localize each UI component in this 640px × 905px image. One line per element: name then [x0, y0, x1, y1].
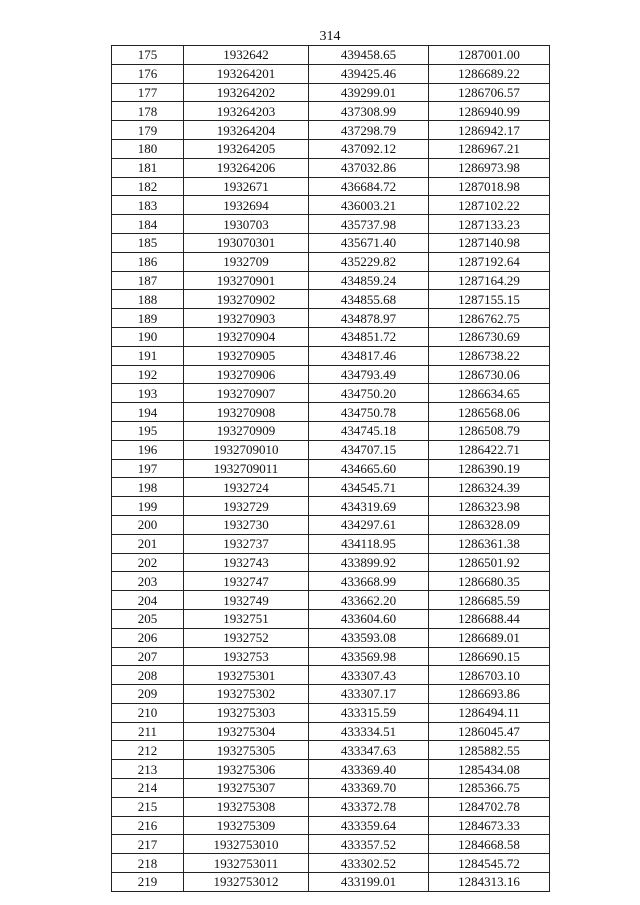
point-id-cell: 1932753012 [184, 873, 309, 892]
y-coordinate-cell: 1286501.92 [429, 553, 550, 572]
table-row [112, 835, 550, 854]
table-row [112, 553, 550, 572]
row-number-cell: 182 [112, 177, 184, 196]
table-row [112, 628, 550, 647]
y-coordinate-cell: 1286634.65 [429, 384, 550, 403]
table-row [112, 685, 550, 704]
point-id-cell: 1932747 [184, 572, 309, 591]
row-number-cell: 181 [112, 158, 184, 177]
row-number-cell: 183 [112, 196, 184, 215]
point-id-cell: 193275308 [184, 797, 309, 816]
x-coordinate-cell: 439425.46 [309, 64, 429, 83]
point-id-cell: 1932753011 [184, 854, 309, 873]
table-row [112, 666, 550, 685]
point-id-cell: 193275306 [184, 760, 309, 779]
x-coordinate-cell: 433668.99 [309, 572, 429, 591]
row-number-cell: 194 [112, 403, 184, 422]
row-number-cell: 193 [112, 384, 184, 403]
y-coordinate-cell: 1286762.75 [429, 309, 550, 328]
point-id-cell: 1932743 [184, 553, 309, 572]
x-coordinate-cell: 434750.20 [309, 384, 429, 403]
row-number-cell: 201 [112, 534, 184, 553]
x-coordinate-cell: 434750.78 [309, 403, 429, 422]
point-id-cell: 193275301 [184, 666, 309, 685]
point-id-cell: 1932729 [184, 497, 309, 516]
point-id-cell: 1932671 [184, 177, 309, 196]
point-id-cell: 193264205 [184, 139, 309, 158]
row-number-cell: 186 [112, 252, 184, 271]
table-row [112, 121, 550, 140]
table-row [112, 421, 550, 440]
x-coordinate-cell: 434855.68 [309, 290, 429, 309]
point-id-cell: 1932709011 [184, 459, 309, 478]
table-row [112, 478, 550, 497]
point-id-cell: 193270903 [184, 309, 309, 328]
table-row [112, 440, 550, 459]
row-number-cell: 199 [112, 497, 184, 516]
table-row [112, 290, 550, 309]
row-number-cell: 215 [112, 797, 184, 816]
point-id-cell: 193264203 [184, 102, 309, 121]
x-coordinate-cell: 434745.18 [309, 421, 429, 440]
x-coordinate-cell: 434878.97 [309, 309, 429, 328]
row-number-cell: 203 [112, 572, 184, 591]
table-row [112, 158, 550, 177]
point-id-cell: 193264204 [184, 121, 309, 140]
table-row [112, 572, 550, 591]
x-coordinate-cell: 434859.24 [309, 271, 429, 290]
row-number-cell: 187 [112, 271, 184, 290]
point-id-cell: 1932724 [184, 478, 309, 497]
point-id-cell: 193275309 [184, 816, 309, 835]
row-number-cell: 180 [112, 139, 184, 158]
row-number-cell: 211 [112, 722, 184, 741]
y-coordinate-cell: 1286328.09 [429, 515, 550, 534]
row-number-cell: 185 [112, 233, 184, 252]
table-row [112, 327, 550, 346]
y-coordinate-cell: 1285434.08 [429, 760, 550, 779]
row-number-cell: 197 [112, 459, 184, 478]
x-coordinate-cell: 433593.08 [309, 628, 429, 647]
x-coordinate-cell: 434665.60 [309, 459, 429, 478]
table-row [112, 703, 550, 722]
coordinates-table-body [112, 46, 550, 892]
row-number-cell: 217 [112, 835, 184, 854]
x-coordinate-cell: 435737.98 [309, 215, 429, 234]
point-id-cell: 1930703 [184, 215, 309, 234]
x-coordinate-cell: 437298.79 [309, 121, 429, 140]
point-id-cell: 193270909 [184, 421, 309, 440]
row-number-cell: 192 [112, 365, 184, 384]
table-row [112, 196, 550, 215]
x-coordinate-cell: 434817.46 [309, 346, 429, 365]
table-row [112, 534, 550, 553]
row-number-cell: 212 [112, 741, 184, 760]
table-row [112, 760, 550, 779]
x-coordinate-cell: 435229.82 [309, 252, 429, 271]
x-coordinate-cell: 436003.21 [309, 196, 429, 215]
x-coordinate-cell: 433315.59 [309, 703, 429, 722]
point-id-cell: 193070301 [184, 233, 309, 252]
y-coordinate-cell: 1286508.79 [429, 421, 550, 440]
row-number-cell: 191 [112, 346, 184, 365]
table-row [112, 346, 550, 365]
point-id-cell: 193264206 [184, 158, 309, 177]
x-coordinate-cell: 433372.78 [309, 797, 429, 816]
point-id-cell: 1932753010 [184, 835, 309, 854]
row-number-cell: 216 [112, 816, 184, 835]
row-number-cell: 196 [112, 440, 184, 459]
table-row [112, 102, 550, 121]
point-id-cell: 1932752 [184, 628, 309, 647]
table-row [112, 139, 550, 158]
x-coordinate-cell: 433369.40 [309, 760, 429, 779]
point-id-cell: 1932749 [184, 591, 309, 610]
point-id-cell: 193270906 [184, 365, 309, 384]
table-row [112, 647, 550, 666]
row-number-cell: 200 [112, 515, 184, 534]
x-coordinate-cell: 437308.99 [309, 102, 429, 121]
table-row [112, 722, 550, 741]
row-number-cell: 177 [112, 83, 184, 102]
x-coordinate-cell: 433334.51 [309, 722, 429, 741]
row-number-cell: 195 [112, 421, 184, 440]
y-coordinate-cell: 1286323.98 [429, 497, 550, 516]
page-number: 314 [319, 29, 341, 44]
table-row [112, 83, 550, 102]
y-coordinate-cell: 1287102.22 [429, 196, 550, 215]
x-coordinate-cell: 433359.64 [309, 816, 429, 835]
y-coordinate-cell: 1287001.00 [429, 46, 550, 65]
row-number-cell: 190 [112, 327, 184, 346]
table-row [112, 459, 550, 478]
y-coordinate-cell: 1286973.98 [429, 158, 550, 177]
x-coordinate-cell: 433302.52 [309, 854, 429, 873]
y-coordinate-cell: 1285882.55 [429, 741, 550, 760]
point-id-cell: 193275303 [184, 703, 309, 722]
table-row [112, 816, 550, 835]
y-coordinate-cell: 1286693.86 [429, 685, 550, 704]
coordinates-table [111, 45, 550, 892]
y-coordinate-cell: 1286422.71 [429, 440, 550, 459]
y-coordinate-cell: 1286688.44 [429, 609, 550, 628]
y-coordinate-cell: 1286942.17 [429, 121, 550, 140]
row-number-cell: 188 [112, 290, 184, 309]
x-coordinate-cell: 433357.52 [309, 835, 429, 854]
point-id-cell: 193264202 [184, 83, 309, 102]
y-coordinate-cell: 1286730.06 [429, 365, 550, 384]
row-number-cell: 207 [112, 647, 184, 666]
y-coordinate-cell: 1286685.59 [429, 591, 550, 610]
y-coordinate-cell: 1287155.15 [429, 290, 550, 309]
x-coordinate-cell: 434851.72 [309, 327, 429, 346]
row-number-cell: 189 [112, 309, 184, 328]
point-id-cell: 193275307 [184, 779, 309, 798]
x-coordinate-cell: 433662.20 [309, 591, 429, 610]
table-row [112, 309, 550, 328]
table-row [112, 215, 550, 234]
y-coordinate-cell: 1286324.39 [429, 478, 550, 497]
row-number-cell: 206 [112, 628, 184, 647]
x-coordinate-cell: 433569.98 [309, 647, 429, 666]
x-coordinate-cell: 435671.40 [309, 233, 429, 252]
table-row [112, 873, 550, 892]
table-row [112, 854, 550, 873]
x-coordinate-cell: 434319.69 [309, 497, 429, 516]
x-coordinate-cell: 434545.71 [309, 478, 429, 497]
point-id-cell: 193270902 [184, 290, 309, 309]
row-number-cell: 219 [112, 873, 184, 892]
x-coordinate-cell: 434297.61 [309, 515, 429, 534]
row-number-cell: 198 [112, 478, 184, 497]
point-id-cell: 193264201 [184, 64, 309, 83]
table-row [112, 365, 550, 384]
point-id-cell: 1932694 [184, 196, 309, 215]
point-id-cell: 193275305 [184, 741, 309, 760]
row-number-cell: 210 [112, 703, 184, 722]
y-coordinate-cell: 1285366.75 [429, 779, 550, 798]
point-id-cell: 193270908 [184, 403, 309, 422]
row-number-cell: 213 [112, 760, 184, 779]
x-coordinate-cell: 433347.63 [309, 741, 429, 760]
row-number-cell: 208 [112, 666, 184, 685]
y-coordinate-cell: 1284313.16 [429, 873, 550, 892]
y-coordinate-cell: 1286690.15 [429, 647, 550, 666]
table-row [112, 252, 550, 271]
y-coordinate-cell: 1286568.06 [429, 403, 550, 422]
row-number-cell: 209 [112, 685, 184, 704]
x-coordinate-cell: 433307.17 [309, 685, 429, 704]
table-row [112, 797, 550, 816]
point-id-cell: 193270901 [184, 271, 309, 290]
point-id-cell: 1932730 [184, 515, 309, 534]
x-coordinate-cell: 433369.70 [309, 779, 429, 798]
table-row [112, 384, 550, 403]
y-coordinate-cell: 1286390.19 [429, 459, 550, 478]
point-id-cell: 193270907 [184, 384, 309, 403]
table-row [112, 177, 550, 196]
table-row [112, 497, 550, 516]
row-number-cell: 202 [112, 553, 184, 572]
x-coordinate-cell: 433604.60 [309, 609, 429, 628]
y-coordinate-cell: 1286703.10 [429, 666, 550, 685]
point-id-cell: 1932737 [184, 534, 309, 553]
row-number-cell: 178 [112, 102, 184, 121]
row-number-cell: 214 [112, 779, 184, 798]
point-id-cell: 1932642 [184, 46, 309, 65]
table-row [112, 46, 550, 65]
y-coordinate-cell: 1286494.11 [429, 703, 550, 722]
x-coordinate-cell: 434707.15 [309, 440, 429, 459]
y-coordinate-cell: 1286689.01 [429, 628, 550, 647]
x-coordinate-cell: 434118.95 [309, 534, 429, 553]
row-number-cell: 179 [112, 121, 184, 140]
point-id-cell: 193275304 [184, 722, 309, 741]
x-coordinate-cell: 434793.49 [309, 365, 429, 384]
table-row [112, 64, 550, 83]
y-coordinate-cell: 1286689.22 [429, 64, 550, 83]
y-coordinate-cell: 1287164.29 [429, 271, 550, 290]
y-coordinate-cell: 1286680.35 [429, 572, 550, 591]
row-number-cell: 204 [112, 591, 184, 610]
x-coordinate-cell: 437092.12 [309, 139, 429, 158]
point-id-cell: 193270904 [184, 327, 309, 346]
y-coordinate-cell: 1286738.22 [429, 346, 550, 365]
point-id-cell: 1932709010 [184, 440, 309, 459]
row-number-cell: 184 [112, 215, 184, 234]
table-row [112, 609, 550, 628]
row-number-cell: 175 [112, 46, 184, 65]
y-coordinate-cell: 1286940.99 [429, 102, 550, 121]
table-row [112, 271, 550, 290]
table-row [112, 233, 550, 252]
y-coordinate-cell: 1284668.58 [429, 835, 550, 854]
y-coordinate-cell: 1286730.69 [429, 327, 550, 346]
y-coordinate-cell: 1287133.23 [429, 215, 550, 234]
table-row [112, 591, 550, 610]
point-id-cell: 193270905 [184, 346, 309, 365]
table-row [112, 515, 550, 534]
point-id-cell: 1932753 [184, 647, 309, 666]
x-coordinate-cell: 439299.01 [309, 83, 429, 102]
point-id-cell: 1932709 [184, 252, 309, 271]
y-coordinate-cell: 1287140.98 [429, 233, 550, 252]
row-number-cell: 218 [112, 854, 184, 873]
y-coordinate-cell: 1286706.57 [429, 83, 550, 102]
point-id-cell: 193275302 [184, 685, 309, 704]
x-coordinate-cell: 439458.65 [309, 46, 429, 65]
row-number-cell: 176 [112, 64, 184, 83]
table-row [112, 741, 550, 760]
y-coordinate-cell: 1286967.21 [429, 139, 550, 158]
y-coordinate-cell: 1286045.47 [429, 722, 550, 741]
table-row [112, 403, 550, 422]
x-coordinate-cell: 436684.72 [309, 177, 429, 196]
x-coordinate-cell: 433899.92 [309, 553, 429, 572]
y-coordinate-cell: 1284673.33 [429, 816, 550, 835]
y-coordinate-cell: 1286361.38 [429, 534, 550, 553]
y-coordinate-cell: 1287192.64 [429, 252, 550, 271]
table-row [112, 779, 550, 798]
x-coordinate-cell: 433199.01 [309, 873, 429, 892]
y-coordinate-cell: 1284702.78 [429, 797, 550, 816]
x-coordinate-cell: 433307.43 [309, 666, 429, 685]
x-coordinate-cell: 437032.86 [309, 158, 429, 177]
y-coordinate-cell: 1287018.98 [429, 177, 550, 196]
point-id-cell: 1932751 [184, 609, 309, 628]
row-number-cell: 205 [112, 609, 184, 628]
y-coordinate-cell: 1284545.72 [429, 854, 550, 873]
